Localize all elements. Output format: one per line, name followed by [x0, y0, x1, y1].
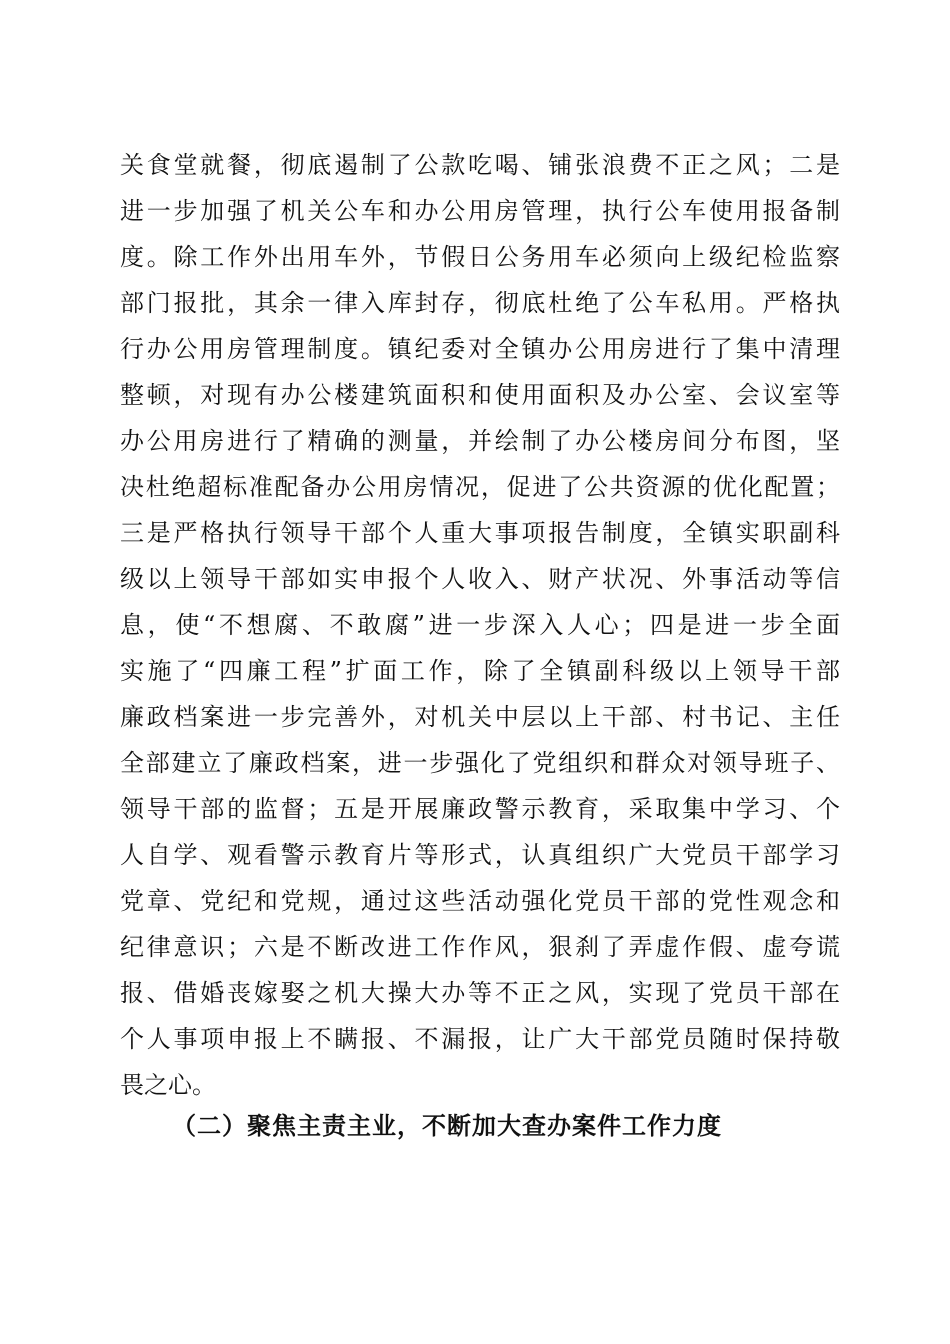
paragraph-line: 整顿，对现有办公楼建筑面积和使用面积及办公室、会议室等 [120, 381, 840, 409]
paragraph-line: 关食堂就餐，彻底遏制了公款吃喝、铺张浪费不正之风；二是 [120, 151, 840, 179]
paragraph-line: 办公用房进行了精确的测量，并绘制了办公楼房间分布图，坚 [120, 427, 840, 455]
paragraph-line: 报、借婚丧嫁娶之机大操大办等不正之风，实现了党员干部在 [120, 979, 840, 1007]
paragraph-line: 领导干部的监督；五是开展廉政警示教育，采取集中学习、个 [120, 795, 840, 823]
paragraph-line: 畏之心。 [120, 1071, 216, 1099]
paragraph-line: 级以上领导干部如实申报个人收入、财产状况、外事活动等信 [120, 565, 840, 593]
paragraph-line: 党章、党纪和党规，通过这些活动强化党员干部的党性观念和 [120, 887, 840, 915]
paragraph-line: 三是严格执行领导干部个人重大事项报告制度，全镇实职副科 [120, 519, 840, 547]
paragraph-line: 个人事项申报上不瞒报、不漏报，让广大干部党员随时保持敬 [120, 1025, 840, 1053]
paragraph-line: 进一步加强了机关公车和办公用房管理，执行公车使用报备制 [120, 197, 840, 225]
paragraph-line: 廉政档案进一步完善外，对机关中层以上干部、村书记、主任 [120, 703, 840, 731]
paragraph-line: 决杜绝超标准配备办公用房情况，促进了公共资源的优化配置； [120, 473, 840, 501]
body-paragraph [120, 142, 840, 1108]
paragraph-line: 全部建立了廉政档案，进一步强化了党组织和群众对领导班子、 [120, 749, 840, 777]
paragraph-line: 纪律意识；六是不断改进工作作风，狠刹了弄虚作假、虚夸谎 [120, 933, 840, 961]
paragraph-line: 实施了“四廉工程”扩面工作，除了全镇副科级以上领导干部 [120, 657, 840, 685]
paragraph-line: 人自学、观看警示教育片等形式，认真组织广大党员干部学习 [120, 841, 840, 869]
paragraph-line: 部门报批，其余一律入库封存，彻底杜绝了公车私用。严格执 [120, 289, 840, 317]
paragraph-line: 度。除工作外出用车外，节假日公务用车必须向上级纪检监察 [120, 243, 840, 271]
paragraph-line: 行办公用房管理制度。镇纪委对全镇办公用房进行了集中清理 [120, 335, 840, 363]
paragraph-line: 息，使“不想腐、不敢腐”进一步深入人心；四是进一步全面 [120, 611, 840, 639]
section-heading: （二）聚焦主责主业，不断加大查办案件工作力度 [172, 1111, 722, 1140]
